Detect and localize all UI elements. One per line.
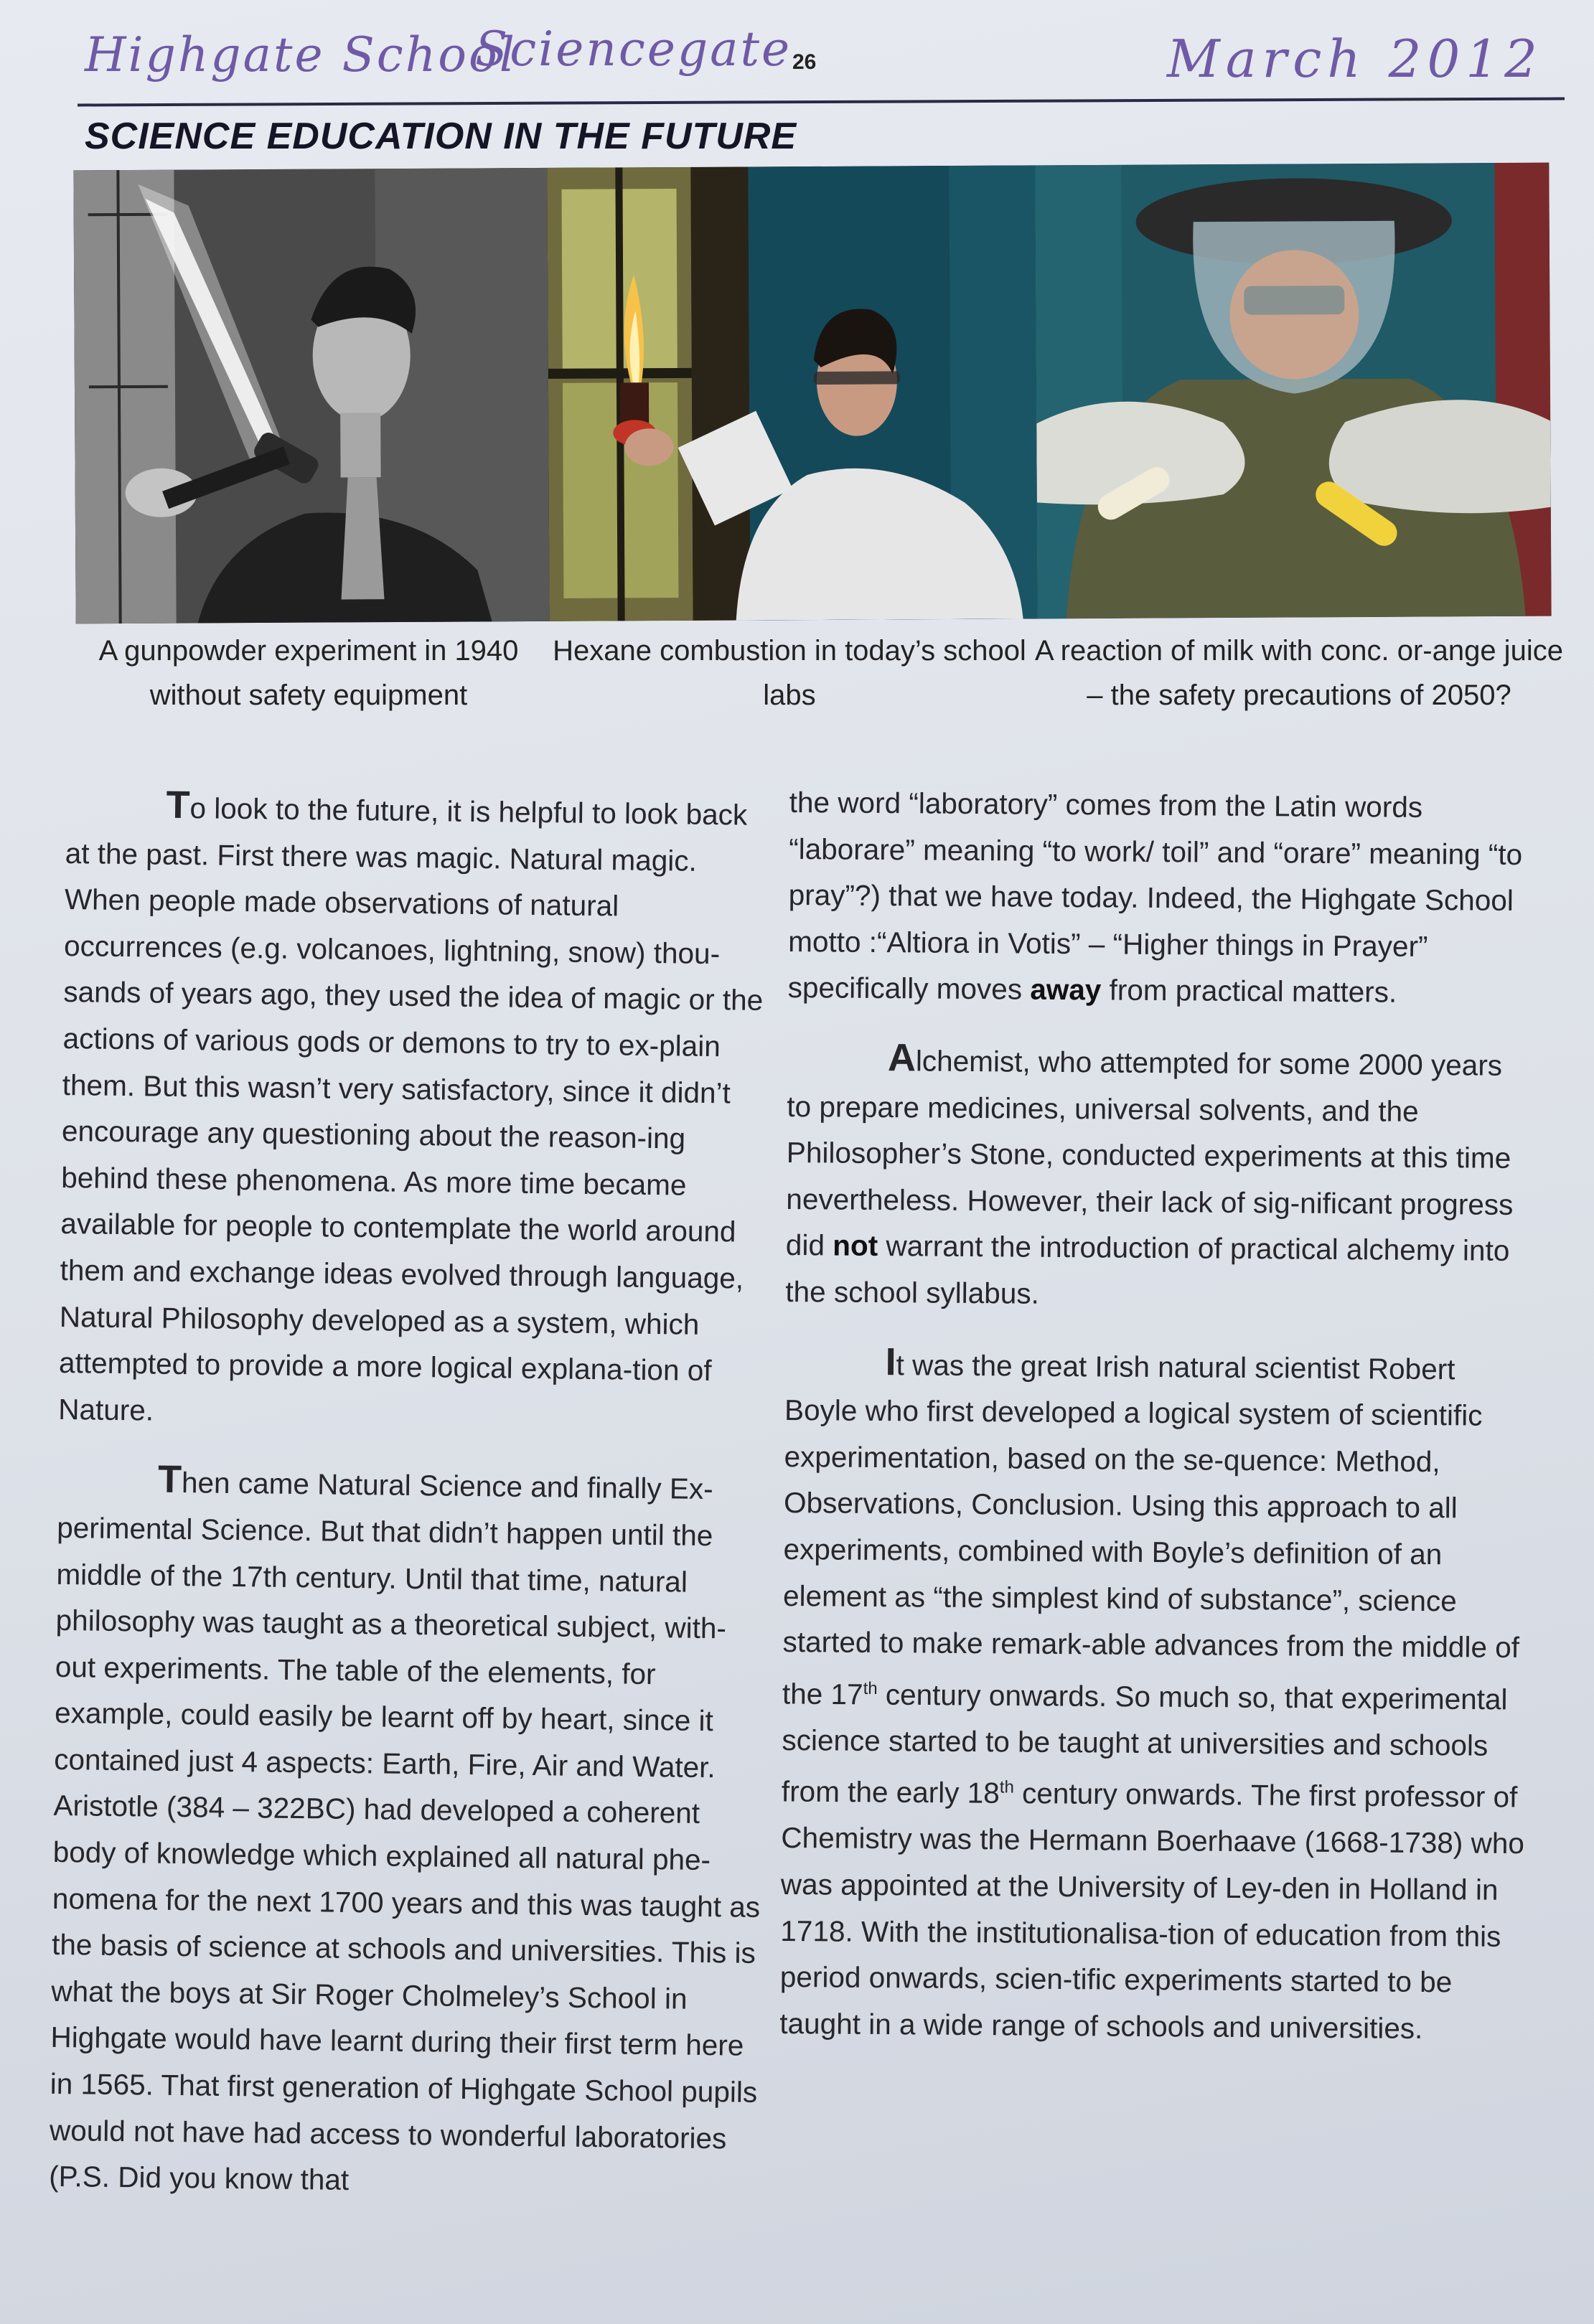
header-rule xyxy=(78,97,1565,106)
handwritten-date: March 2012 xyxy=(1167,29,1543,89)
handwritten-school-name: Highgate School xyxy=(85,27,517,83)
paragraph-text: o look to the future, it is helpful to look back at the past. First there was magic. Natural magic. When people made observations of natural occurrences (e.g. volcanoes, lightning, snow) thou-sands of years ago, they used the idea of magic or the actions of various gods or demons to try to ex-plain them. But this wasn’t very satisfactory, since it didn’t encourage any questioning about the reason-ing behind these phenomena. As more time became available for people to contemplate the world around them and exchange ideas evolved through language, Natural Philosophy developed as a system, which attempted to provide a more logical explana-tion of Nature. xyxy=(58,791,764,1427)
hexane-photo-image xyxy=(547,165,1037,621)
photo-captions xyxy=(72,629,1565,718)
article-column-left xyxy=(48,781,776,2231)
paragraph-text: the word “laboratory” comes from the Latin words “laborare” meaning “to work/ toil” and “orare” meaning “to pray”?) that we have today. Indeed, the Highgate School motto :“Altiora in Votis” – “Higher things in Prayer” specifically moves xyxy=(787,785,1523,1007)
superscript: th xyxy=(999,1777,1014,1797)
handwritten-magazine-name: Sciencegate xyxy=(475,22,792,77)
paragraph-text: hen came Natural Science and finally Ex-perimental Science. But that didn’t happen until the middle of the 17th century. Until that time, natural philosophy was taught as a theoretical subject, with-out experiments. The table of the elements, for example, could easily be learnt off by heart, since it contained just 4 aspects: Earth, Fire, Air and Water. Aristotle (384 – 322BC) had developed a coherent body of knowledge which explained all natural phe-nomena for the next 1700 years and this was taught as the basis of science at schools and universities. This is what the boys at Sir Roger Cholmeley’s School in Highgate would have learnt during their first term here in 1565. That first generation of Highgate School pupils would not have had access to wonderful laboratories (P.S. Did you know that xyxy=(48,1466,761,2197)
article-paragraph xyxy=(779,1338,1532,2053)
superscript: th xyxy=(863,1678,878,1698)
paragraph-text: century onwards. The first professor of Chemistry was the Hermann Boerhaave (1668-1738) who was appointed at the University of Ley-den in Holland in 1718. With the institutionalisa-tion of education from this period onwards, scien-tific experiments started to be taught in a wide range of schools and universities. xyxy=(779,1777,1525,2045)
article-paragraph xyxy=(785,1034,1534,1321)
emphasis-text: away xyxy=(1030,973,1102,1007)
article-paragraph xyxy=(58,781,777,1441)
article-paragraph xyxy=(787,779,1536,1017)
gunpowder-photo-image xyxy=(73,168,549,624)
drop-cap: I xyxy=(885,1340,896,1383)
paragraph-text: lchemist, who attempted for some 2000 years to prepare medicines, universal solvents, and the Philosopher’s Stone, conducted experiments at this time nevertheless. However, their lack of sig-nificant progress did xyxy=(785,1044,1514,1262)
emphasis-text: not xyxy=(833,1228,878,1263)
paragraph-text: warrant the introduction of practical alchemy into the school syllabus. xyxy=(785,1229,1510,1310)
paragraph-text: t was the great Irish natural scientist Robert Boyle who first developed a logical system of scientific experimentation, based on the se-quence: Method, Observations, Conclusion. Using this approach to all experiments, combined with Boyle’s definition of an element as “the simplest kind of substance”, science started to make remark-able advances from the middle of the 17 xyxy=(782,1347,1520,1711)
page-number: 26 xyxy=(792,50,817,74)
paragraph-text: from practical matters. xyxy=(1101,973,1397,1010)
caption-gunpowder: A gunpowder experiment in 1940 without safety equipment xyxy=(98,635,519,711)
caption-hexane: Hexane combustion in today’s school labs xyxy=(553,635,1026,711)
caption-milk-reaction: A reaction of milk with conc. or-ange juice – the safety precautions of 2050? xyxy=(1035,635,1563,711)
photo-gunpowder-experiment xyxy=(73,168,549,624)
milk-reaction-photo-image xyxy=(1035,163,1551,619)
article-paragraph xyxy=(49,1455,769,2208)
photo-hexane-combustion xyxy=(547,165,1037,621)
section-title: SCIENCE EDUCATION IN THE FUTURE xyxy=(85,116,797,157)
photo-milk-reaction xyxy=(1035,163,1551,619)
drop-cap: T xyxy=(166,783,190,827)
article-column-right xyxy=(779,779,1536,2076)
paragraph-text: century onwards. So much so, that experimental science started to be taught at universities and schools from the early 18 xyxy=(781,1678,1508,1810)
drop-cap: T xyxy=(157,1457,182,1502)
photo-strip xyxy=(73,163,1551,624)
drop-cap: A xyxy=(887,1036,916,1080)
